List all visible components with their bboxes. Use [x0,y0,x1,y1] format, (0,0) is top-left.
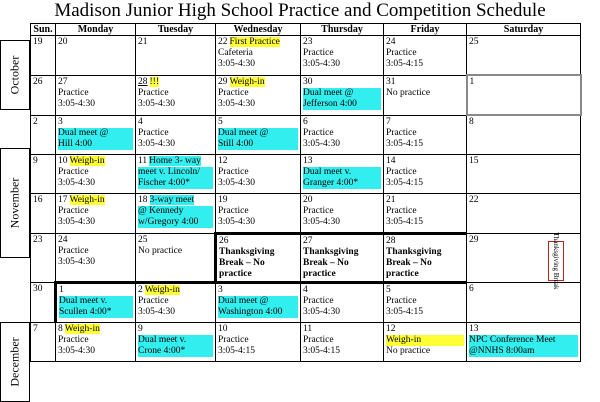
day-number: 22 [469,195,479,205]
day-cell [216,36,301,76]
day-cell [56,234,136,283]
day-cell [136,234,216,283]
day-cell [31,75,56,115]
header-5: Friday [384,24,467,36]
day-number: 4 [303,285,308,295]
event-text: Washington 4:00 [218,307,298,318]
event-text: Weigh-in [144,285,180,295]
day-cell [31,36,56,76]
day-number: 10 [58,156,68,166]
day-cell [56,115,136,155]
event-text: Weigh-in [69,195,105,205]
event-text: Practice [386,167,417,177]
event-text: Granger 4:00* [303,178,381,189]
event-text: 3:05-4:30 [218,178,255,188]
day-number: 22 [218,37,228,47]
schedule-calendar [30,23,582,362]
day-cell [216,234,301,283]
day-cell [467,75,581,115]
event-text: @NNHS 8:00am [469,346,578,357]
day-cell [467,323,581,362]
event-text: meet v. Lincoln/ [138,167,213,178]
day-number: 24 [386,37,396,47]
day-number: 1 [469,77,475,87]
week-row [31,323,581,362]
header-0: Sun. [31,24,56,36]
day-number: 12 [218,156,228,166]
event-text: Practice [218,167,249,177]
day-number: 10 [218,324,228,334]
day-number: 20 [303,195,313,205]
event-text: Practice [58,246,89,256]
event-text: 3:05-4:30 [58,346,95,356]
month-label-november [0,148,30,258]
event-text: Dual meet v. [59,296,133,307]
day-number: 23 [303,37,313,47]
event-text: Still 4:00 [218,139,298,150]
event-text: 3:05-4:30 [303,59,340,69]
event-text: Weigh-in [386,335,464,346]
header-4: Thursday [301,24,384,36]
week-row [31,115,581,155]
day-cell [31,115,56,155]
event-text: Hill 4:00 [58,139,133,150]
day-number: 28 [386,236,396,246]
event-text: w/Gregory 4:00 [138,217,213,228]
event-text: Dual meet @ [303,88,381,99]
day-cell [467,115,581,155]
day-cell [384,36,467,76]
event-text: 3:05-4:30 [218,98,255,109]
day-cell [216,115,301,155]
day-cell [56,75,136,115]
day-cell [31,234,56,283]
day-number: 21 [138,37,148,47]
day-cell [31,283,56,323]
event-text: Dual meet @ [58,128,133,139]
event-text: 3:05-4:30 [218,217,255,227]
day-cell [384,234,467,283]
event-text: Practice [218,87,249,98]
event-text: 3:05-4:30 [58,257,95,267]
event-text: practice [303,269,336,279]
event-text: 3:05-4:30 [138,98,175,109]
day-cell [136,115,216,155]
event-text: 3:05-4:30 [303,217,340,227]
event-text: Crone 4:00* [138,346,213,357]
event-text: 3:05-4:30 [58,98,95,109]
day-cell [136,155,216,194]
event-text: practice [219,269,252,279]
event-text: 3:05-4:30 [303,138,340,149]
month-label-text: December [7,337,22,387]
day-number: 20 [58,37,68,47]
event-text: Practice [386,296,417,306]
day-number: 2 [138,285,143,295]
day-cell [136,194,216,234]
day-number: 31 [386,76,396,87]
day-cell [384,194,467,234]
event-text: Practice [58,87,89,98]
event-text: 3:05-4:30 [58,217,95,227]
day-number: 9 [33,156,38,166]
day-cell [56,36,136,76]
day-number: 11 [303,324,313,334]
day-cell [384,283,467,323]
event-text: No practice [386,87,431,98]
day-number: 19 [33,37,43,47]
day-cell [56,155,136,194]
day-number: 29 [218,76,228,87]
event-text: 3:05-4:30 [218,59,255,69]
month-label-december [0,322,30,402]
day-cell [56,194,136,234]
day-cell [216,194,301,234]
day-number: 4 [138,116,143,127]
day-number: 5 [218,116,223,127]
event-text: Practice [386,206,417,216]
month-label-october [0,40,30,110]
day-number: 29 [469,235,479,245]
event-text: 3:05-4:15 [386,217,423,227]
event-text: 3:05-4:15 [386,307,423,317]
day-number: 8 [469,117,474,127]
day-number: 3 [218,285,223,295]
event-text: Home 3- way [149,156,201,166]
week-row [31,36,581,76]
event-text: Break – No [303,258,349,268]
event-text: Break – No [219,258,265,268]
event-text: 3:05-4:30 [58,178,95,188]
day-number: 21 [386,195,396,205]
event-text: Thanksgiving [303,247,359,257]
event-text: practice [386,269,419,279]
event-text: 3:05-4:15 [386,178,423,188]
event-text: Dual meet @ [218,128,298,139]
day-cell [301,155,384,194]
day-number: 7 [33,324,38,334]
day-cell [467,194,581,234]
day-number: 30 [303,76,313,87]
header-row [31,24,581,36]
day-cell [467,155,581,194]
event-text: 3:05-4:15 [386,138,423,149]
day-cell [216,323,301,362]
week-row [31,194,581,234]
day-number: 6 [469,284,474,294]
day-number: 2 [33,116,38,127]
day-number: 6 [303,116,308,127]
event-text: Practice [303,127,334,138]
event-text: Weigh-in [69,156,105,166]
day-cell [216,155,301,194]
day-number: 28 [138,76,148,87]
day-number: 16 [33,195,43,205]
event-text: Practice [58,167,89,177]
event-text: 3:05-4:15 [386,59,423,69]
thanksgiving-break-side-label [548,232,564,290]
event-text: Weigh-in [64,324,100,334]
event-text: Weigh-in [229,76,265,87]
day-cell [136,75,216,115]
event-text: No practice [386,346,431,356]
event-text: 3:05-4:30 [138,138,175,149]
day-number: 13 [469,324,479,334]
event-text: Practice [218,335,249,345]
event-text: Practice [386,48,417,58]
day-cell [384,155,467,194]
header-1: Monday [56,24,136,36]
day-cell [301,234,384,283]
day-number: 30 [33,284,43,294]
event-text: 3:05-4:30 [303,307,340,317]
event-text: @ Kennedy [138,206,213,217]
day-number: 27 [303,236,313,246]
day-number: 26 [219,236,229,246]
day-cell [31,323,56,362]
day-cell [216,283,301,323]
event-text: Dual meet v. [303,167,381,178]
day-cell [136,283,216,323]
day-cell [301,323,384,362]
day-number: 15 [469,156,479,166]
event-text: Fischer 4:00* [138,178,213,189]
event-text: Break – No [386,258,432,268]
day-cell [56,323,136,362]
day-number: 23 [33,235,43,245]
event-text: Practice [138,87,169,98]
day-number: 19 [218,195,228,205]
day-number: 9 [138,324,143,334]
day-cell [384,323,467,362]
day-cell [136,36,216,76]
event-text: Practice [303,48,334,58]
event-text: Jefferson 4:00 [303,99,381,110]
event-text: Thanksgiving [219,247,275,257]
day-cell [136,323,216,362]
event-text: Practice [386,127,417,138]
week-row [31,283,581,323]
day-number: 17 [58,195,68,205]
day-number: 8 [58,324,63,334]
event-text: !!! [149,76,159,87]
day-number: 11 [138,156,148,166]
day-number: 27 [58,76,68,87]
week-row [31,234,581,283]
event-text: Practice [303,296,334,306]
event-text: No practice [138,246,183,256]
day-number: 26 [33,76,43,87]
day-number: 3 [58,116,63,127]
day-cell [301,194,384,234]
event-text: Practice [218,206,249,216]
day-number: 13 [303,156,313,166]
month-label-text: November [7,177,22,229]
day-cell [56,283,136,323]
day-number: 1 [59,285,64,295]
event-text: Practice [58,335,89,345]
event-text: Practice [138,296,169,306]
month-label-text: October [7,55,22,95]
day-cell [384,75,467,115]
day-cell [467,36,581,76]
day-number: 14 [386,156,396,166]
event-text: Thanksgiving [386,247,442,257]
day-cell [301,115,384,155]
day-number: 18 [138,195,148,205]
event-text: NPC Conference Meet [469,335,578,346]
day-cell [301,36,384,76]
week-row [31,155,581,194]
event-text: Scullen 4:00* [59,307,133,318]
day-cell [31,194,56,234]
event-text: First Practice [229,37,280,47]
week-row [31,75,581,115]
day-cell [467,283,581,323]
day-cell [301,75,384,115]
day-cell [31,155,56,194]
day-cell [301,283,384,323]
day-number: 7 [386,116,391,127]
header-2: Tuesday [136,24,216,36]
event-text: 3-way meet [149,195,195,205]
header-3: Wednesday [216,24,301,36]
page-title: Madison Junior High School Practice and Competition Schedule [54,0,546,21]
day-number: 5 [386,285,391,295]
side-label-text: Thanksgiving Break [552,232,560,290]
day-cell [216,75,301,115]
event-text: 3:05-4:30 [138,307,175,317]
event-text: Dual meet v. [138,335,213,346]
event-text: Dual meet @ [218,296,298,307]
event-text: Practice [303,335,334,345]
day-number: 24 [58,235,68,245]
event-text: 3:05-4:15 [218,346,255,356]
event-text: Cafeteria [218,48,253,58]
day-number: 12 [386,324,396,334]
day-number: 25 [469,37,479,47]
event-text: Practice [58,206,89,216]
header-6: Saturday [467,24,581,36]
day-number: 25 [138,235,148,245]
event-text: Practice [303,206,334,216]
event-text: 3:05-4:15 [303,346,340,356]
day-cell [384,115,467,155]
event-text: Practice [138,127,169,138]
